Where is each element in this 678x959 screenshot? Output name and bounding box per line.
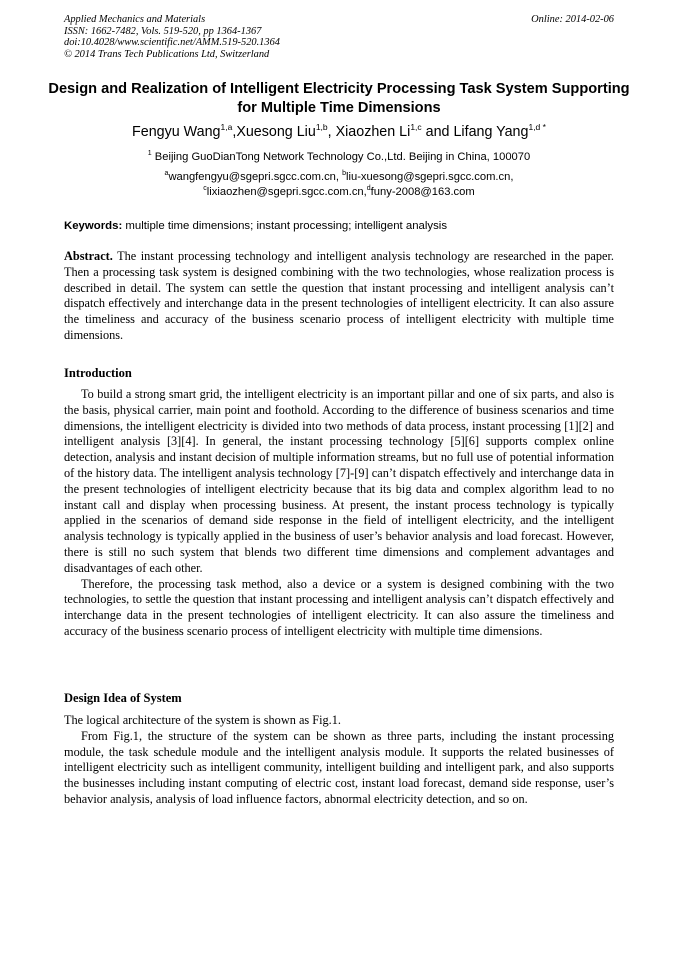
author-separator: , xyxy=(327,124,336,140)
introduction-body xyxy=(64,387,614,640)
email-address[interactable]: funy-2008@163.com xyxy=(370,186,475,198)
keywords-label: Keywords: xyxy=(64,220,123,232)
journal-name: Applied Mechanics and Materials xyxy=(64,14,206,25)
email-mark: a xyxy=(164,170,169,177)
issn-line: ISSN: 1662-7482, Vols. 519-520, pp 1364-1367 xyxy=(64,25,262,37)
affiliation-text: Beijing GuoDianTong Network Technology Co.,Ltd. Beijing in China, 100070 xyxy=(154,151,531,163)
author-name: Xuesong Liu xyxy=(236,124,316,140)
abstract xyxy=(64,249,614,344)
email-mark: b xyxy=(342,170,347,177)
paragraph: The logical architecture of the system is shown as Fig.1. xyxy=(64,713,341,727)
paragraph: From Fig.1, the structure of the system can be shown as three parts, including the instant processing module, the task schedule module and the intelligent analysis module. It supports the related businesses of intelligent electricity such as intelligent community, intelligent building and intelligent park, and also supports the businesses including instant computing of electric cost, instant load forecast, demand side response, user’s behavior analysis, analysis of load influence factors, abnormal electricity detection, and so on. xyxy=(64,728,614,806)
author-name: Fengyu Wang xyxy=(132,124,221,140)
author-separator: and xyxy=(421,124,454,140)
section-heading-introduction: Introduction xyxy=(64,366,132,380)
email-address[interactable]: wangfengyu@sgepri.sgcc.com.cn, xyxy=(168,171,343,183)
abstract-text: The instant processing technology and intelligent analysis technology are researched in the paper. Then a processing task system is designed combining with the two technologies, whose realization process is described in detail. The system can settle the question that instant processing and intelligent analysis can’t dispatch effectively and interchange data in the present technologies of intelligent electricity. It can also assure the timeliness and accuracy of the business scenario process of intelligent electricity with multiple time dimensions. xyxy=(64,249,614,342)
doi-line: doi:10.4028/www.scientific.net/AMM.519-520.1364 xyxy=(64,37,280,49)
copyright-line: © 2014 Trans Tech Publications Ltd, Switzerland xyxy=(64,48,270,60)
author-affil-mark: 1,b xyxy=(315,122,328,132)
design-body xyxy=(64,713,614,808)
email-list xyxy=(40,170,638,200)
author-affil-mark: 1,d * xyxy=(528,122,546,132)
author-affil-mark: 1,c xyxy=(410,122,422,132)
affiliation-mark: 1 xyxy=(147,150,152,157)
paper-title: Design and Realization of Intelligent Electricity Processing Task System Supporting for Multiple Time Dimensions xyxy=(48,81,630,116)
email-mark: d xyxy=(366,185,371,192)
paragraph: To build a strong smart grid, the intelligent electricity is an important pillar and one of six parts, and also is the basis, physical carrier, main point and foothold. According to the difference of business scenarios and time dimensions, the intelligent electricity is divided into two methods of data process, instant processing [1][2] and intelligent analysis [3][4]. In general, the instant processing technology [5][6] supports complex online detection, analysis and instant decision of multiple information streams, but no full use of potential information of the history data. The intelligent analysis technology [7]-[9] can’t dispatch effectively and interchange data in the present technologies of intelligent electricity because that its big data and complex algorithm lead to no instant call and display when processing business. At present, the instant process technology is typically applied in the scenarios of demand side response in the field of intelligent electricity, and the intelligent analysis technology is typically applied in the business of user’s behavior analysis and load forecast. However, there is still no such system that blends two different time dimensions and complement advantages and disadvantages of each other. xyxy=(64,387,614,575)
paragraph: Therefore, the processing task method, also a device or a system is designed combining with the two technologies, to settle the question that instant processing and intelligent analysis can’t dispatch effectively and interchange data in the present technologies of intelligent electricity. It can also assure the timeliness and accuracy of the business scenario process of intelligent electricity with multiple time dimensions. xyxy=(64,576,614,638)
abstract-label: Abstract. xyxy=(64,249,113,263)
journal-header xyxy=(64,14,614,60)
author-separator: , xyxy=(232,124,237,140)
email-address[interactable]: lixiaozhen@sgepri.sgcc.com.cn, xyxy=(206,186,367,198)
email-mark: c xyxy=(203,185,207,192)
affiliation xyxy=(40,150,638,164)
keywords xyxy=(64,219,624,233)
section-heading-design-idea: Design Idea of System xyxy=(64,691,182,705)
author-list xyxy=(40,123,638,141)
author-name: Lifang Yang xyxy=(453,124,529,140)
keywords-text: multiple time dimensions; instant processing; intelligent analysis xyxy=(122,220,448,232)
author-name: Xiaozhen Li xyxy=(335,124,411,140)
email-address[interactable]: liu-xuesong@sgepri.sgcc.com.cn, xyxy=(346,171,514,183)
author-affil-mark: 1,a xyxy=(220,122,233,132)
online-date: Online: 2014-02-06 xyxy=(531,14,614,25)
